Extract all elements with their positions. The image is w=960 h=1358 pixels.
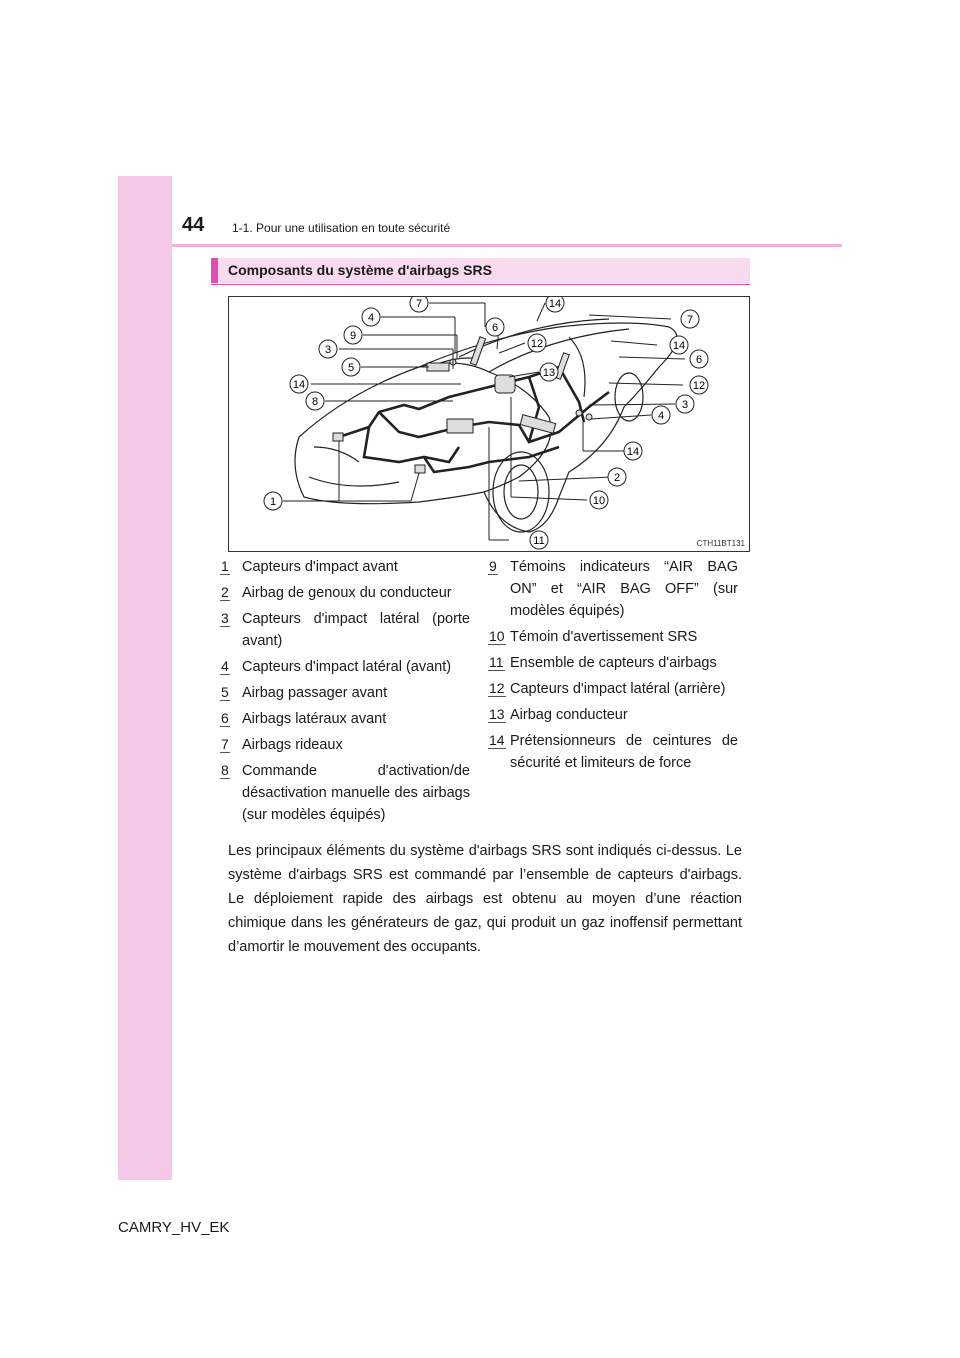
callout-label: 10 (592, 495, 606, 507)
legend-number: 2 (221, 584, 229, 600)
legend-text: Témoin d'avertissement SRS (510, 629, 698, 645)
legend-text: Airbags latéraux avant (242, 711, 387, 727)
legend-item (220, 656, 470, 678)
legend-number: 10 (489, 628, 505, 644)
legend-text: Capteurs d'impact latéral (avant) (242, 659, 452, 675)
legend-text: Capteurs d'impact latéral (porte avant) (242, 611, 470, 649)
figure-code: CTH11BT131 (696, 539, 745, 548)
legend-item (220, 608, 470, 652)
legend-item (220, 708, 470, 730)
legend-right (488, 556, 738, 778)
body-paragraph: Les principaux éléments du système d'airbags SRS sont indiqués ci-dessus. Le système d'airbags SRS est commandé par l’ensemble de capteurs d'airbags. Le déploiement rapide des airbags est obtenu au moyen d’une réaction chimique dans les générateurs de gaz, qui produit un gaz inoffensif permettant d’amortir le mouvement des occupants. (228, 842, 742, 955)
legend-item (488, 704, 738, 726)
legend-item (488, 652, 738, 674)
legend-text: Airbags rideaux (242, 737, 343, 753)
airbag-diagram (228, 296, 750, 552)
legend-text: Témoins indicateurs “AIR BAG ON” et “AIR BAG OFF” (sur modèles équipés) (510, 559, 738, 619)
callout-label: 14 (626, 446, 640, 458)
running-head: 1-1. Pour une utilisation en toute sécurité (232, 221, 451, 235)
legend-text: Capteurs d'impact avant (242, 559, 398, 575)
legend-text: Commande d'activation/de désactivation manuelle des airbags (sur modèles équipés) (242, 763, 470, 823)
header-rule (172, 244, 842, 247)
legend-text: Prétensionneurs de ceintures de sécurité et limiteurs de force (510, 733, 738, 771)
callout-label: 6 (491, 322, 499, 334)
callout-label: 13 (542, 367, 556, 379)
chapter-tab (118, 176, 172, 1180)
callout-label: 8 (311, 396, 319, 408)
section-heading-bar (211, 258, 750, 283)
page-number: 44 (182, 214, 205, 236)
legend-item (488, 678, 738, 700)
model-code: CAMRY_HV_EK (118, 1219, 230, 1236)
callout-label: 14 (548, 298, 562, 310)
callout-label: 12 (692, 380, 706, 392)
callout-label: 3 (681, 399, 689, 411)
callout-label: 9 (349, 330, 357, 342)
legend-number: 11 (489, 654, 504, 670)
legend-number: 1 (221, 558, 229, 574)
legend-number: 14 (489, 732, 505, 748)
callout-label: 14 (672, 340, 686, 352)
legend-item (220, 760, 470, 826)
callout-label: 7 (415, 298, 423, 310)
legend-text: Capteurs d'impact latéral (arrière) (510, 681, 726, 697)
callout-label: 4 (657, 410, 665, 422)
legend-number: 7 (221, 736, 229, 752)
callout-label: 3 (324, 344, 332, 356)
car-illustration (229, 297, 749, 551)
callout-label: 5 (347, 362, 355, 374)
legend-text: Airbag conducteur (510, 707, 628, 723)
section-title: Composants du système d'airbags SRS (228, 262, 492, 278)
callout-label: 1 (269, 496, 277, 508)
legend-number: 5 (221, 684, 229, 700)
callout-label: 4 (367, 312, 375, 324)
legend-number: 6 (221, 710, 229, 726)
legend-item (488, 556, 738, 622)
legend-number: 3 (221, 610, 229, 626)
callout-label: 12 (530, 338, 544, 350)
legend-number: 12 (489, 680, 505, 696)
legend-item (220, 556, 470, 578)
callout-label: 11 (533, 535, 545, 547)
legend-item (488, 626, 738, 648)
legend-item (488, 730, 738, 774)
legend-item (220, 734, 470, 756)
legend-left (220, 556, 470, 830)
legend-number: 9 (489, 558, 497, 574)
legend-number: 13 (489, 706, 505, 722)
legend-text: Airbag passager avant (242, 685, 388, 701)
callout-label: 7 (686, 314, 694, 326)
legend-text: Airbag de genoux du conducteur (242, 585, 452, 601)
callout-label: 2 (613, 472, 621, 484)
callout-label: 14 (292, 379, 306, 391)
legend-item (220, 682, 470, 704)
legend-number: 4 (221, 658, 229, 674)
legend-item (220, 582, 470, 604)
legend-text: Ensemble de capteurs d'airbags (510, 655, 717, 671)
callout-label: 6 (695, 354, 703, 366)
legend-number: 8 (221, 762, 229, 778)
